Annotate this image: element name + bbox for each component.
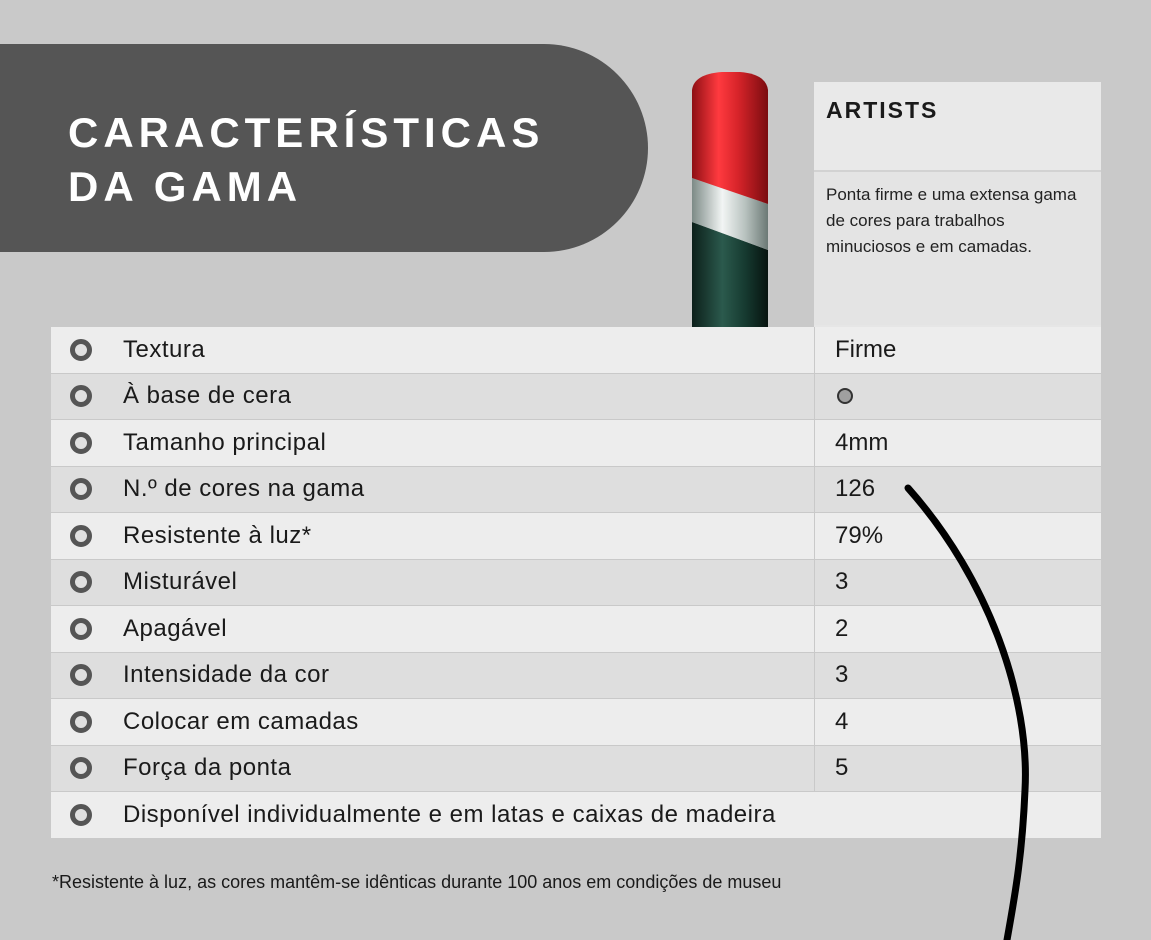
row-label-cell [51, 653, 815, 699]
range-name: ARTISTS [814, 82, 1101, 172]
row-label-cell [51, 699, 815, 745]
row-label-cell [51, 792, 1101, 838]
table-row [51, 746, 1101, 793]
row-label-cell [51, 467, 815, 513]
table-row [51, 560, 1101, 607]
row-label: Apagável [123, 614, 228, 642]
bullet-circle-icon [70, 478, 92, 500]
row-label-cell [51, 746, 815, 792]
row-label: Tamanho principal [123, 428, 327, 456]
table-row [51, 467, 1101, 514]
row-label: Força da ponta [123, 754, 292, 782]
features-table [51, 327, 1101, 839]
row-value: 5 [835, 754, 849, 782]
bullet-circle-icon [70, 757, 92, 779]
row-label: Misturável [123, 568, 238, 596]
row-value: 3 [835, 568, 849, 596]
table-row [51, 792, 1101, 839]
row-label: Resistente à luz* [123, 521, 312, 549]
table-row [51, 327, 1101, 374]
row-value: 4 [835, 707, 849, 735]
row-value-cell [815, 374, 1101, 420]
bullet-circle-icon [70, 804, 92, 826]
row-label: Intensidade da cor [123, 661, 330, 689]
table-row [51, 606, 1101, 653]
row-label-cell [51, 420, 815, 466]
bullet-circle-icon [70, 385, 92, 407]
pencil-image [692, 72, 768, 328]
row-label-cell [51, 560, 815, 606]
bullet-circle-icon [70, 618, 92, 640]
bullet-circle-icon [70, 525, 92, 547]
row-value: 4mm [835, 428, 889, 456]
row-value: 126 [835, 475, 876, 503]
row-value: 3 [835, 661, 849, 689]
table-row [51, 653, 1101, 700]
filled-dot-icon [837, 388, 853, 404]
row-value: Firme [835, 335, 897, 363]
bullet-circle-icon [70, 432, 92, 454]
table-row [51, 374, 1101, 421]
row-label: À base de cera [123, 382, 292, 410]
bullet-circle-icon [70, 711, 92, 733]
table-row [51, 513, 1101, 560]
row-value: 79% [835, 521, 884, 549]
bullet-circle-icon [70, 339, 92, 361]
row-label: Textura [123, 335, 206, 363]
row-label-cell [51, 374, 815, 420]
range-description: Ponta firme e uma extensa gama de cores para trabalhos minuciosos e em camadas. [814, 172, 1101, 325]
row-value: 2 [835, 614, 849, 642]
row-label: Colocar em camadas [123, 707, 359, 735]
row-label: Disponível individualmente e em latas e caixas de madeira [123, 800, 776, 828]
page-title: CARACTERÍSTICAS DA GAMA [68, 109, 545, 210]
row-label: N.º de cores na gama [123, 475, 365, 503]
row-label-cell [51, 513, 815, 559]
table-row [51, 420, 1101, 467]
bullet-circle-icon [70, 571, 92, 593]
bullet-circle-icon [70, 664, 92, 686]
row-label-cell [51, 606, 815, 652]
row-label-cell [51, 327, 815, 373]
range-info-box [814, 82, 1101, 327]
footnote: *Resistente à luz, as cores mantêm-se idênticas durante 100 anos em condições de museu [52, 872, 782, 892]
table-row [51, 699, 1101, 746]
